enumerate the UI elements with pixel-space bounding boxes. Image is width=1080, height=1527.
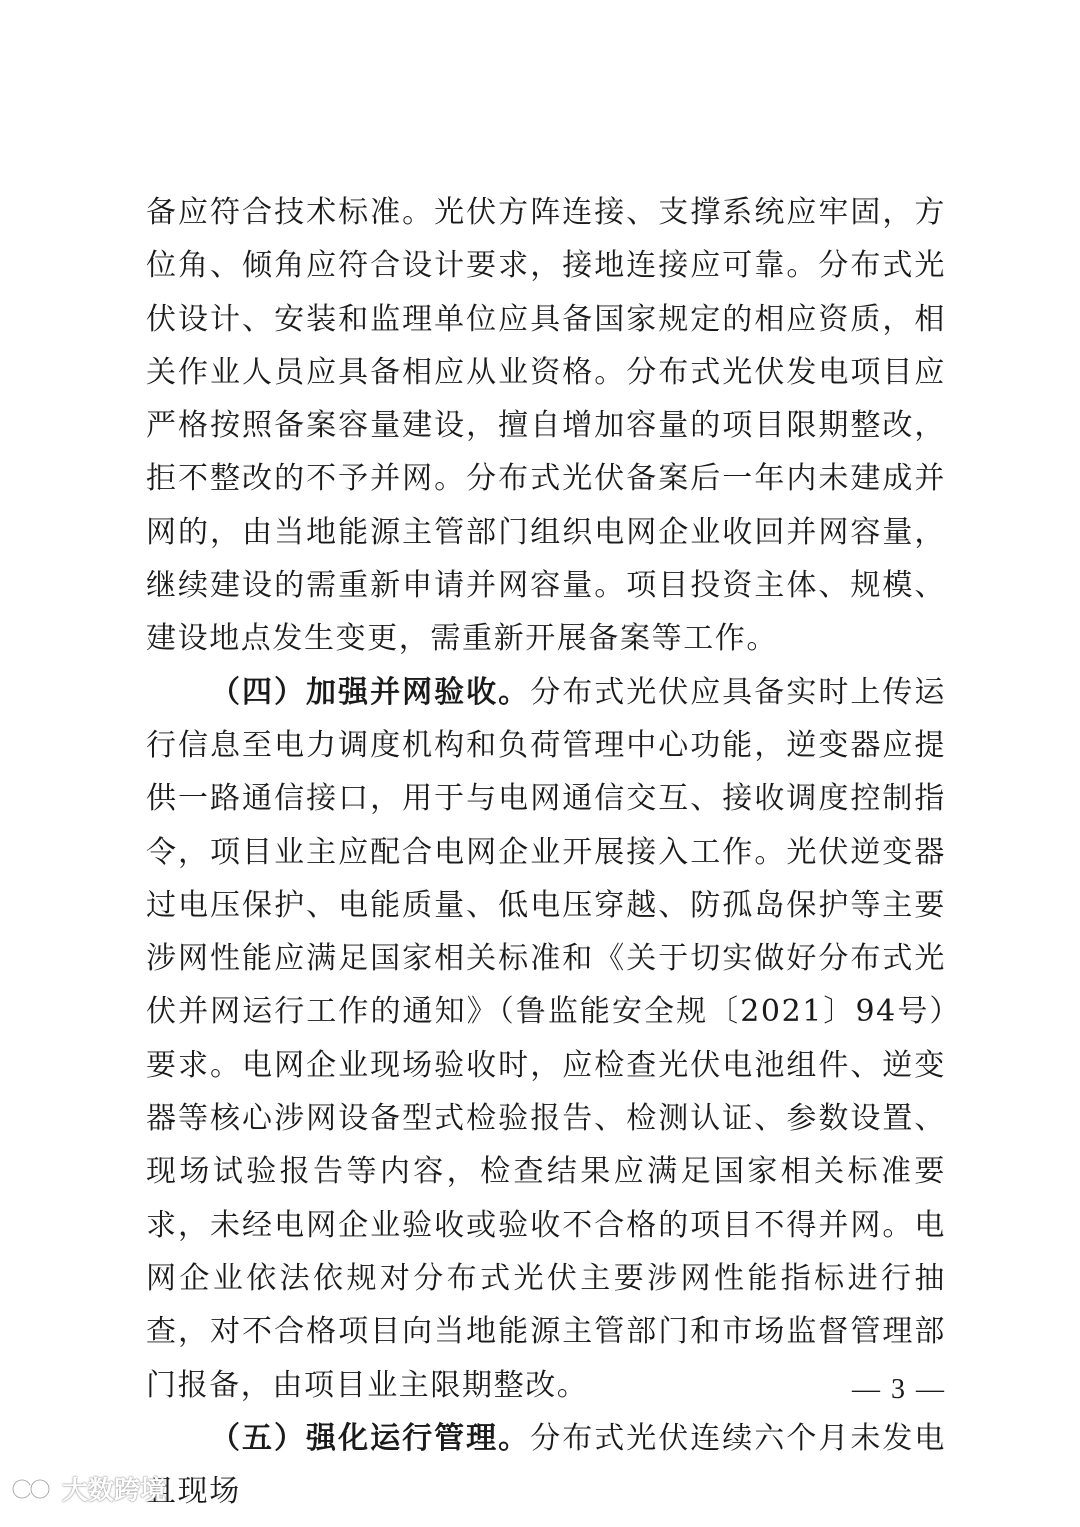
paragraph-3-text: 分布式光伏连续六个月未发电且现场 bbox=[146, 1420, 946, 1510]
document-body bbox=[146, 186, 946, 1518]
watermark-text: 大数跨境 bbox=[62, 1476, 167, 1506]
paragraph-1 bbox=[146, 186, 946, 666]
watermark bbox=[10, 1470, 166, 1507]
watermark-logo-icon bbox=[10, 1474, 54, 1504]
paragraph-1-text: 备应符合技术标准。光伏方阵连接、支撑系统应牢固，方位角、倾角应符合设计要求，接地连接应可靠。分布式光伏设计、安装和监理单位应具备国家规定的相应资质，相关作业人员应具备相应从业资格。分布式光伏发电项目应严格按照备案容量建设，擅自增加容量的项目限期整改，拒不整改的不予并网。分布式光伏备案后一年内未建成并网的，由当地能源主管部门组织电网企业收回并网容量，继续建设的需重新申请并网容量。项目投资主体、规模、建设地点发生变更，需重新开展备案等工作。 bbox=[146, 195, 946, 657]
section-heading-5: （五）强化运行管理。 bbox=[210, 1420, 531, 1456]
page-number: — 3 — bbox=[852, 1374, 946, 1405]
paragraph-2-text: 分布式光伏应具备实时上传运行信息至电力调度机构和负荷管理中心功能，逆变器应提供一路通信接口，用于与电网通信交互、接收调度控制指令，项目业主应配合电网企业开展接入工作。光伏逆变器过电压保护、电能质量、低电压穿越、防孤岛保护等主要涉网性能应满足国家相关标准和《关于切实做好分布式光伏并网运行工作的通知》（鲁监能安全规〔2021〕94号）要求。电网企业现场验收时，应检查光伏电池组件、逆变器等核心涉网设备型式检验报告、检测认证、参数设置、现场试验报告等内容，检查结果应满足国家相关标准要求，未经电网企业验收或验收不合格的项目不得并网。电网企业依法依规对分布式光伏主要涉网性能指标进行抽查，对不合格项目向当地能源主管部门和市场监督管理部门报备，由项目业主限期整改。 bbox=[146, 674, 946, 1403]
section-heading-4: （四）加强并网验收。 bbox=[210, 674, 531, 710]
paragraph-2 bbox=[146, 666, 946, 1412]
paragraph-3 bbox=[146, 1412, 946, 1519]
